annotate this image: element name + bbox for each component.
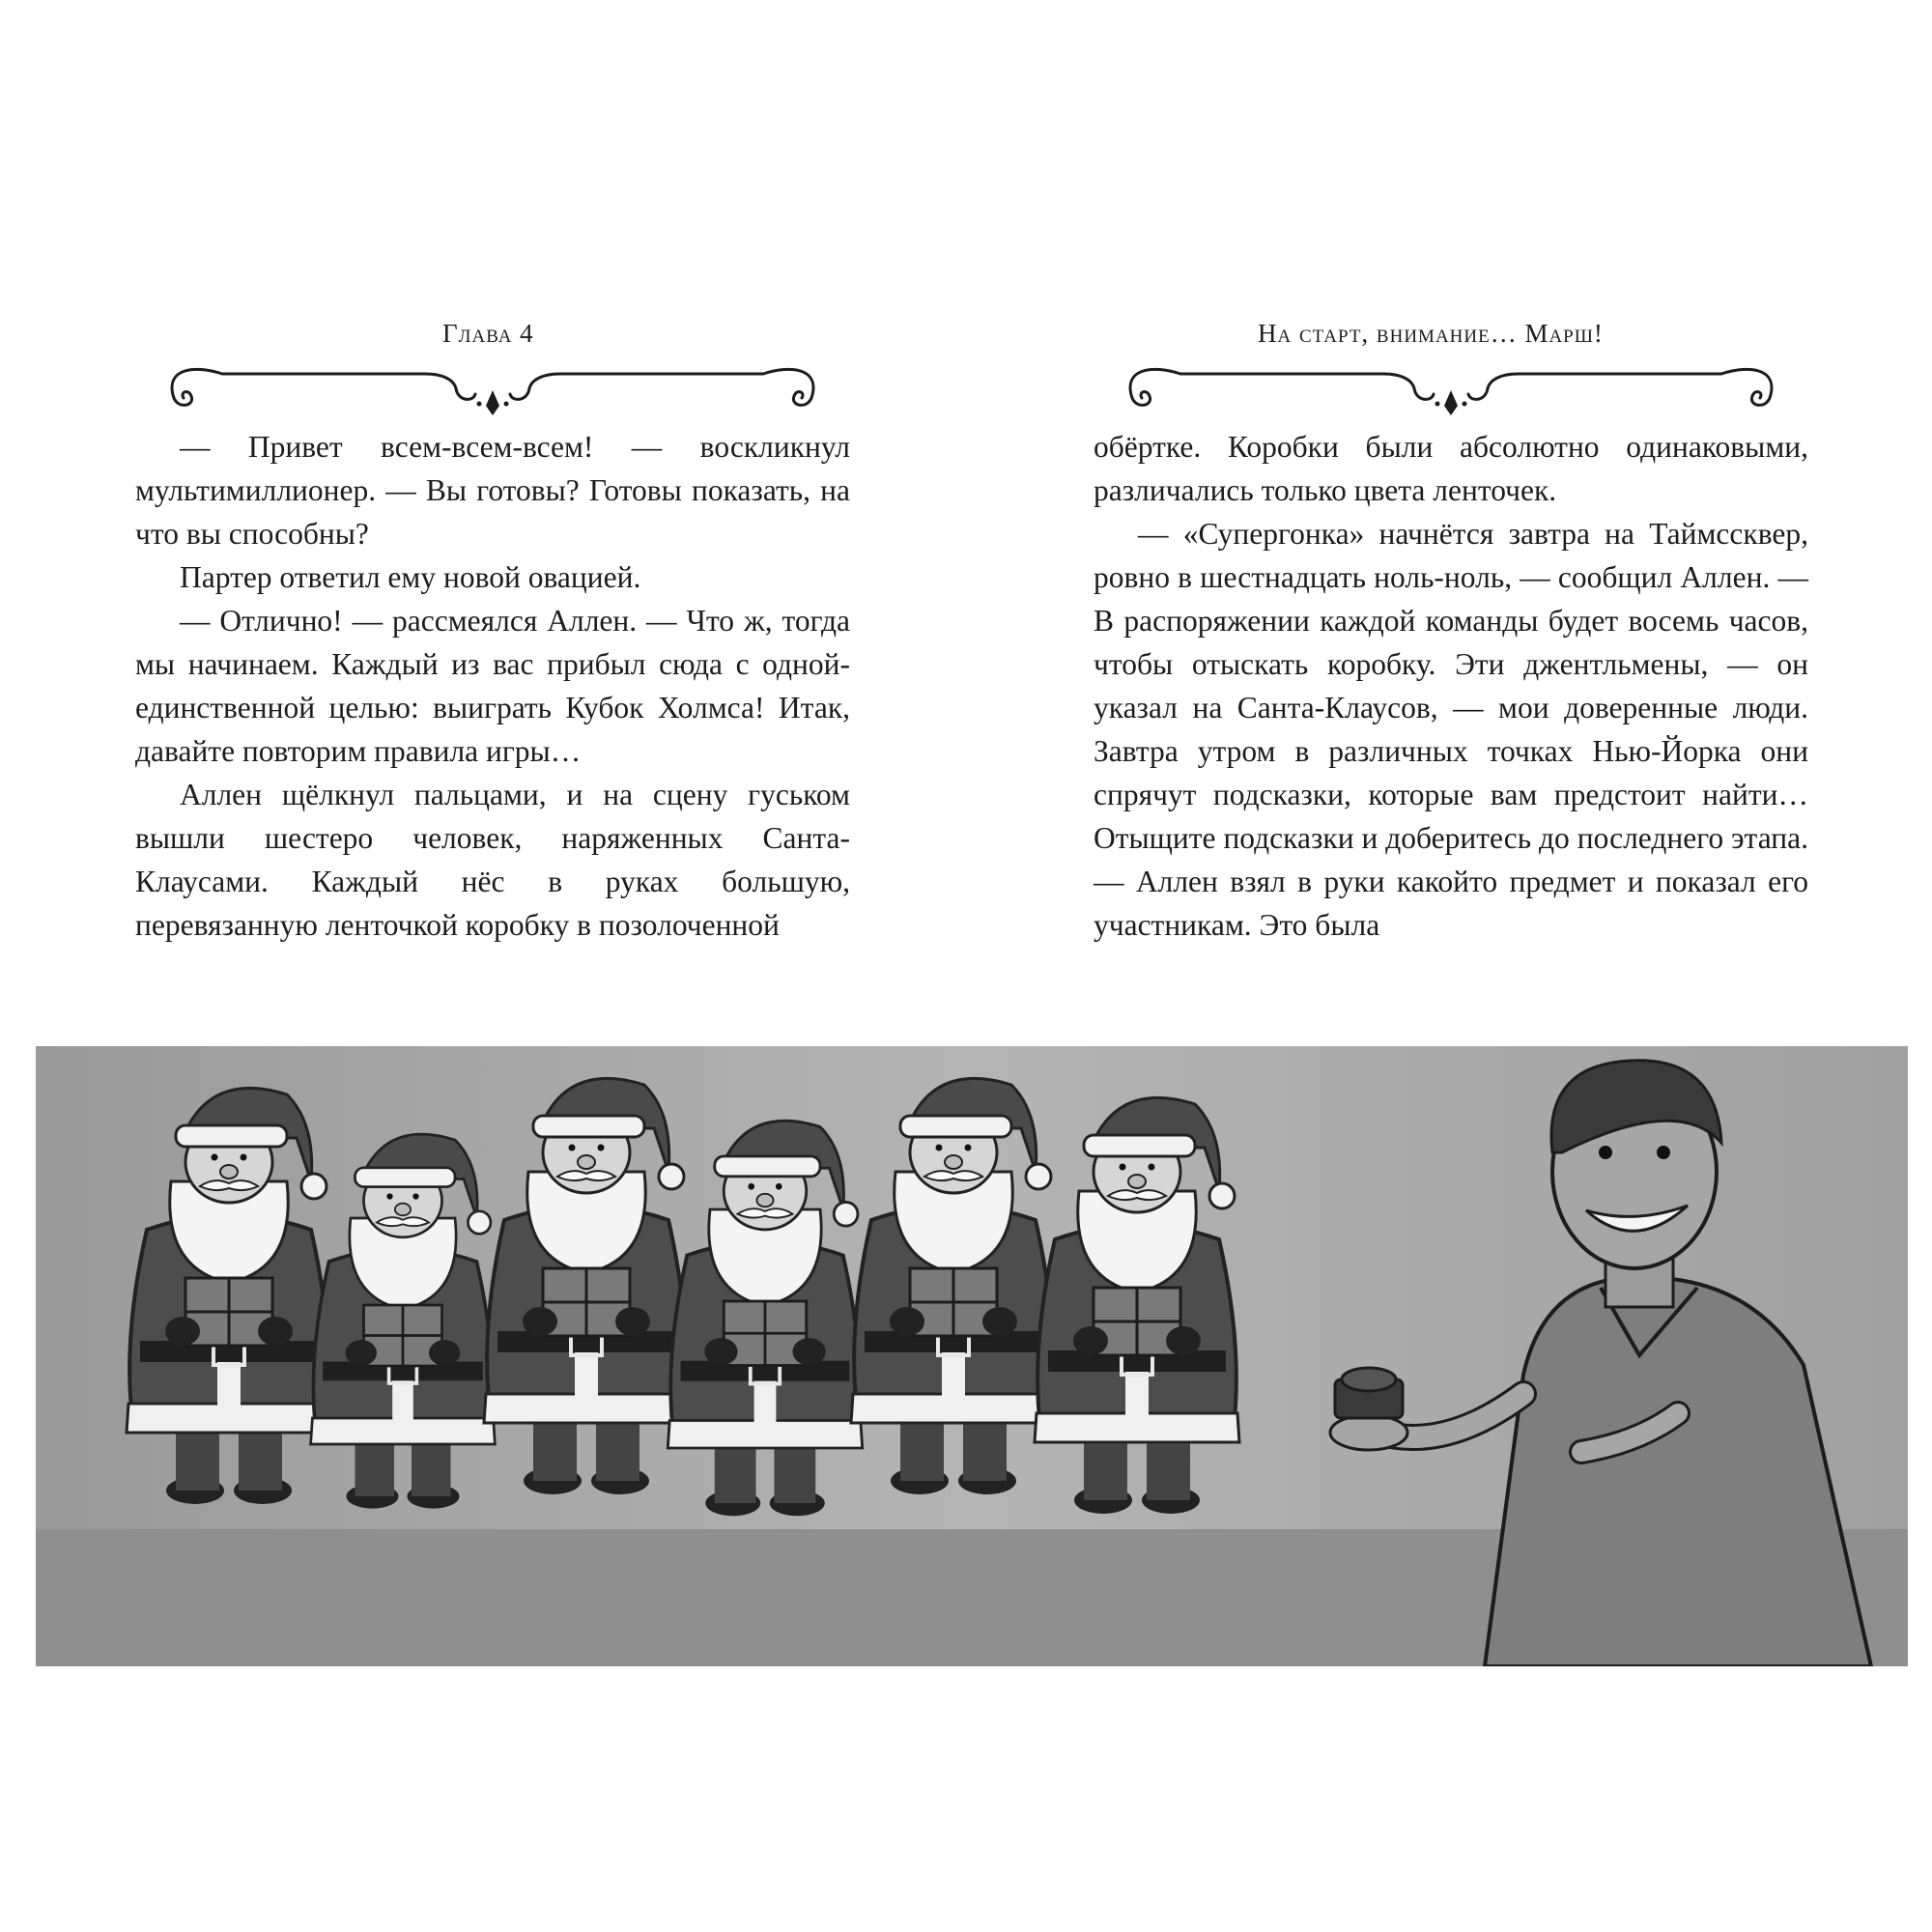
chapter-title-heading: На старт, внимание… Марш!: [1258, 319, 1604, 348]
left-page: [135, 0, 850, 1043]
chapter-heading: Глава 4: [442, 319, 534, 348]
paragraph: — Отлично! — рассмеялся Аллен. — Что ж, тогда мы начинаем. Каждый из вас прибыл сюда с одной-единственной целью: выиграть Кубок Холмса! Итак, давайте повторим правила игры…: [135, 604, 850, 768]
right-body-text: [1094, 425, 1808, 947]
decorative-divider-ornament: [135, 359, 850, 417]
paragraph: — Привет всем-всем-всем! — воскликнул мультимиллионер. — Вы готовы? Готовы показать, на что вы способны?: [135, 430, 850, 551]
paragraph: — «Супергонка» начнётся завтра на Таймссквер, ровно в шестнадцать ноль-ноль, — сообщил Аллен. — В распоряжении каждой команды будет восемь часов, чтобы отыскать коробку. Эти джентльмены, — он указал на Санта-Клаусов, — мои доверенные люди. Завтра утром в различных точках Нью-Йорка они спрячут подсказки, которые вам предстоит найти… Отыщите подсказки и доберитесь до последнего этапа. — Аллен взял в руки какойто предмет и показал его участникам. Это была: [1094, 517, 1808, 942]
illustration-santas-and-allen: [36, 1046, 1908, 1666]
paragraph: Партер ответил ему новой овацией.: [180, 560, 641, 594]
paragraph: Аллен щёлкнул пальцами, и на сцену гуськом вышли шестеро человек, наряженных Санта-Клаусами. Каждый нёс в руках большую, перевязанную ленточкой коробку в позолоченной: [135, 778, 850, 942]
right-page: [1094, 0, 1808, 1043]
paragraph: обёртке. Коробки были абсолютно одинаковыми, различались только цвета ленточек.: [1094, 430, 1808, 507]
left-body-text: [135, 425, 850, 947]
decorative-divider-ornament: [1094, 359, 1808, 417]
